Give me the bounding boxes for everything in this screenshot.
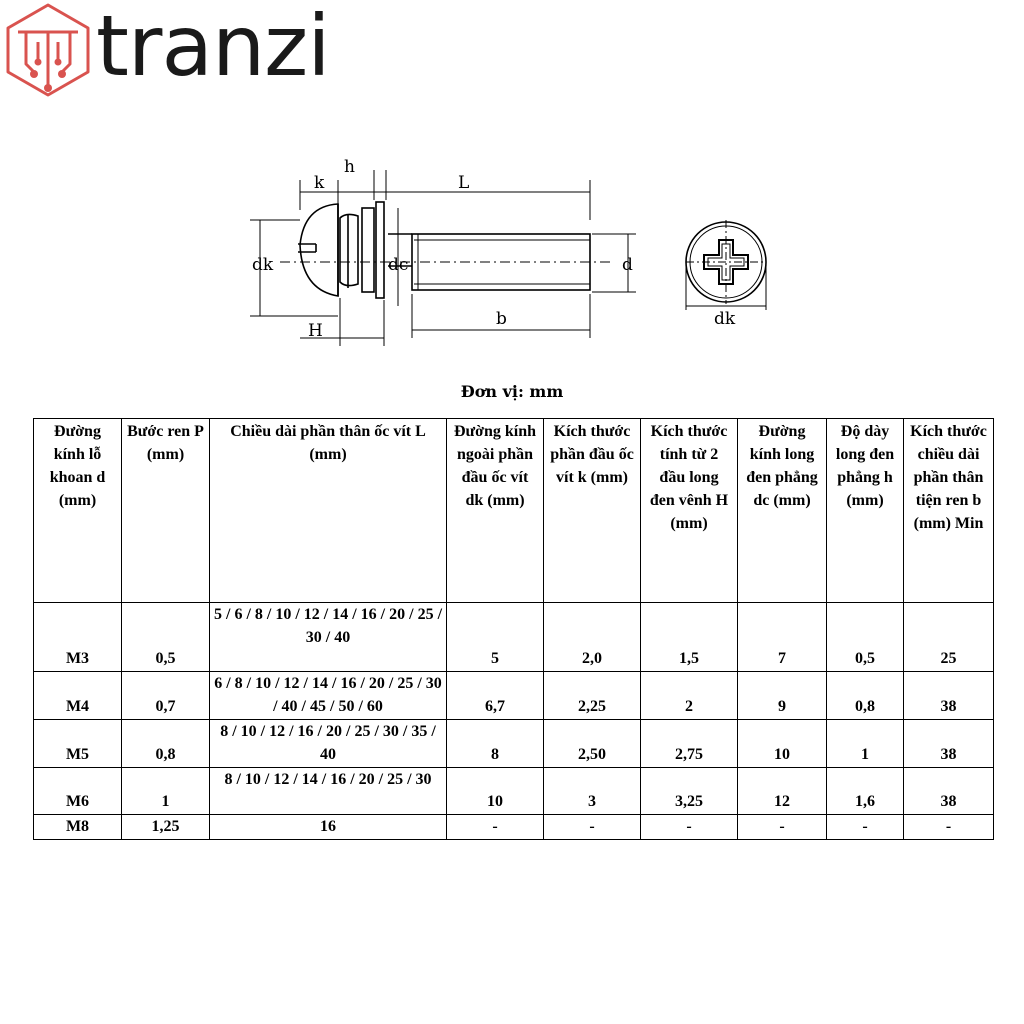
table-row [34,672,994,720]
table-cell: 0,8 [122,720,210,768]
table-cell: - [447,815,544,840]
table-row [34,768,994,815]
table-cell: 2,75 [641,720,738,768]
table-cell: 3,25 [641,768,738,815]
table-row [34,815,994,840]
col-header: Kích thước tính từ 2 đầu long đen vênh H (mm) [641,419,738,603]
table-cell: 2,50 [544,720,641,768]
table-cell: 8 / 10 / 12 / 14 / 16 / 20 / 25 / 30 [210,768,447,815]
table-cell: 0,7 [122,672,210,720]
table-cell: - [827,815,904,840]
screw-side-view-icon [298,202,590,298]
table-cell: 1 [122,768,210,815]
table-row [34,603,994,672]
label-dk-top: dk [714,309,736,329]
label-h: h [344,157,355,177]
table-cell: 0,5 [827,603,904,672]
table-cell: M8 [34,815,122,840]
tranzi-logo-icon [4,2,92,98]
unit-note: Đơn vị: mm [460,382,564,401]
table-cell: 10 [447,768,544,815]
table-cell: 1,6 [827,768,904,815]
label-k: k [314,173,325,193]
table-cell: 2,25 [544,672,641,720]
table-cell: 10 [738,720,827,768]
table-cell: 2,0 [544,603,641,672]
screw-diagram [240,150,800,350]
phillips-head-icon [686,220,766,310]
label-b: b [496,309,507,329]
table-cell: 9 [738,672,827,720]
table-cell: M3 [34,603,122,672]
table-cell: 5 / 6 / 8 / 10 / 12 / 14 / 16 / 20 / 25 / 30 / 40 [210,603,447,672]
table-cell: M6 [34,768,122,815]
col-header: Kích thước phần đầu ốc vít k (mm) [544,419,641,603]
table-cell: 0,5 [122,603,210,672]
label-dc: dc [388,255,409,275]
col-header: Đường kính long đen phẳng dc (mm) [738,419,827,603]
col-header: Đường kính lỗ khoan d (mm) [34,419,122,603]
brand-logo [0,0,340,100]
table-cell: 8 / 10 / 12 / 16 / 20 / 25 / 30 / 35 / 40 [210,720,447,768]
table-cell: 1,25 [122,815,210,840]
table-cell: 1,5 [641,603,738,672]
brand-name: tranzi [96,0,330,95]
label-dk: dk [252,255,274,275]
table-header-row [34,419,994,603]
table-cell: 16 [210,815,447,840]
table-cell: 25 [904,603,994,672]
table-cell: 38 [904,768,994,815]
col-header: Đường kính ngoài phần đầu ốc vít dk (mm) [447,419,544,603]
table-cell: - [738,815,827,840]
col-header: Chiều dài phần thân ốc vít L (mm) [210,419,447,603]
table-cell: 6,7 [447,672,544,720]
col-header: Bước ren P (mm) [122,419,210,603]
table-cell: - [641,815,738,840]
table-cell: 12 [738,768,827,815]
label-H: H [308,321,323,341]
table-cell: - [544,815,641,840]
table-cell: 3 [544,768,641,815]
table-cell: 38 [904,720,994,768]
table-cell: 2 [641,672,738,720]
table-row [34,720,994,768]
label-d: d [622,255,633,275]
table-cell: 7 [738,603,827,672]
col-header: Độ dày long đen phẳng h (mm) [827,419,904,603]
table-cell: 5 [447,603,544,672]
col-header: Kích thước chiều dài phần thân tiện ren b (mm) Min [904,419,994,603]
spec-table [33,418,994,840]
table-cell: M5 [34,720,122,768]
label-L: L [458,173,470,193]
table-cell: M4 [34,672,122,720]
table-cell: - [904,815,994,840]
table-cell: 6 / 8 / 10 / 12 / 14 / 16 / 20 / 25 / 30 / 40 / 45 / 50 / 60 [210,672,447,720]
table-cell: 1 [827,720,904,768]
table-cell: 0,8 [827,672,904,720]
table-cell: 38 [904,672,994,720]
table-cell: 8 [447,720,544,768]
